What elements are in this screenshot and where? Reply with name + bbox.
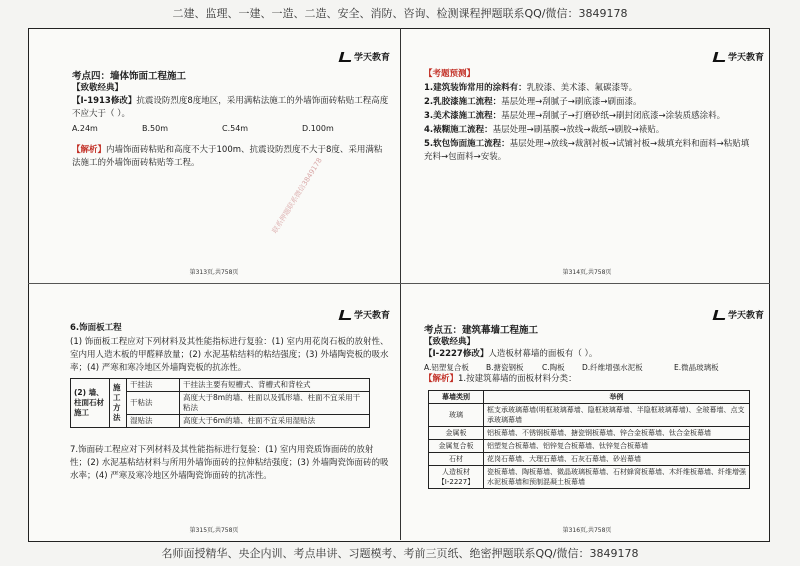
question-prefix: 【Ⅰ-1913修改】 xyxy=(72,96,137,106)
item-text: 乳胶漆、美术漆、氟碳漆等。 xyxy=(526,83,638,93)
item-label: 1.建筑装饰常用的涂料有： xyxy=(424,83,527,93)
table-cell: 石材 xyxy=(429,453,484,466)
table-cell: 铝塑复合板幕墙、铝锌复合板幕墙、钛锌复合板幕墙 xyxy=(484,440,750,453)
brand-mark-icon xyxy=(713,310,728,320)
item-label: 2.乳胶漆施工流程： xyxy=(424,97,502,107)
table-cell: 框支承玻璃幕墙(明框玻璃幕墙、隐框玻璃幕墙、半隐框玻璃幕墙)、全玻幕墙、点支承玻璃幕墙 xyxy=(484,404,750,427)
brand-logo xyxy=(714,308,764,321)
question-prefix: 【Ⅰ-2227修改】 xyxy=(424,349,489,359)
brand-name: 学天教育 xyxy=(727,311,764,321)
table-cell: 瓷板幕墙、陶板幕墙、微晶玻璃板幕墙、石材蜂窝板幕墙、木纤维板幕墙、纤维增强水泥板幕墙和预制混凝土板幕墙 xyxy=(484,466,750,489)
options-row xyxy=(72,122,392,135)
option-a: A.24m xyxy=(72,124,98,133)
page-number: 第313页,共758页 xyxy=(189,269,239,276)
item-label: 3.美术漆施工流程： xyxy=(424,111,502,121)
brand-logo xyxy=(340,50,390,63)
page-number: 第314页,共758页 xyxy=(562,269,612,276)
table-cell: 干粘法 xyxy=(127,392,180,415)
slide-314 xyxy=(406,32,768,280)
table-cell: 花岗石幕墙、大理石幕墙、石灰石幕墙、砂岩幕墙 xyxy=(484,453,750,466)
brand-mark-icon xyxy=(713,52,728,62)
analysis-body: 内墙饰面砖粘贴和高度不大于100m、抗震设防烈度不大于8度、采用满粘法施工的外墙饰面砖粘贴等工程。 xyxy=(72,145,383,168)
intro-paragraph: (1) 饰面板工程应对下列材料及其性能指标进行复验：(1) 室内用花岗石板的放射性、室内用人造木板的甲醛释放量；(2) 水泥基粘结料的粘结强度；(3) 外墙陶瓷板的吸水率；(4) 严寒和寒冷地区外墙陶瓷板的抗冻性。 xyxy=(70,337,389,373)
table-row xyxy=(429,404,750,427)
slide-heading: 6.饰面板工程 xyxy=(70,323,122,333)
slide-heading: 考点四：墙体饰面工程施工 xyxy=(72,71,187,82)
slide-heading: 考点五：建筑幕墙工程施工 xyxy=(424,325,539,336)
table-cell: 铝板幕墙、不锈钢板幕墙、搪瓷钢板幕墙、锌合金板幕墙、钛合金板幕墙 xyxy=(484,427,750,440)
section-tag: 【致敬经典】 xyxy=(424,337,476,347)
question-text xyxy=(72,95,390,121)
analysis-text xyxy=(72,144,390,170)
slide-313 xyxy=(34,32,394,280)
table-cell: 人造板材 【Ⅰ-2227】 xyxy=(429,466,484,489)
stone-method-table xyxy=(70,378,370,428)
table-cell: (2) 墙、柱面石材施工 xyxy=(71,379,110,428)
option-d: D.100m xyxy=(302,124,334,133)
section-tag: 【考题预测】 xyxy=(424,69,476,79)
item-text: 基层处理→刮腻子→刷底漆→刷面漆。 xyxy=(501,97,642,107)
option-a: A.铝塑复合板 xyxy=(424,363,469,372)
table-header: 幕墙类别 xyxy=(429,391,484,404)
analysis-text xyxy=(424,373,754,386)
list-item xyxy=(424,124,754,137)
tile-paragraph: 7.饰面砖工程应对下列材料及其性能指标进行复验：(1) 室内用瓷质饰面砖的放射性；(2) 水泥基粘结材料与所用外墙饰面砖的拉伸粘结强度；(3) 外墙陶瓷饰面砖的吸水率；(4) 严寒及寒冷地区外墙陶瓷饰面砖的抗冻性。 xyxy=(70,445,389,481)
list-item xyxy=(424,82,754,95)
table-cell: 高度大于6m的墙、柱面不宜采用湿贴法 xyxy=(180,415,370,428)
list-item xyxy=(424,96,754,109)
list-item xyxy=(424,138,754,164)
slide-315 xyxy=(34,290,394,538)
table-cell: 高度大于8m的墙、柱面以及弧形墙、柱面不宜采用干粘法 xyxy=(180,392,370,415)
brand-logo xyxy=(714,50,764,63)
brand-mark-icon xyxy=(339,310,354,320)
item-text: 基层处理→刷基膜→放线→裁纸→刷胶→裱贴。 xyxy=(492,125,665,135)
analysis-label: 【解析】 xyxy=(424,374,459,384)
section-tag: 【致敬经典】 xyxy=(72,83,124,93)
option-b: B.搪瓷钢板 xyxy=(486,363,524,372)
option-e: E.微晶玻璃板 xyxy=(674,363,719,372)
brand-name: 学天教育 xyxy=(353,311,390,321)
top-banner: 二建、监理、一建、一造、二造、安全、消防、咨询、检测课程押题联系QQ/微信：3849178 xyxy=(172,7,628,20)
question-body: 抗震设防烈度8度地区，采用满粘法施工的外墙饰面砖粘贴工程高度不应大于（ ）。 xyxy=(72,96,389,119)
prediction-list xyxy=(424,82,754,164)
list-item xyxy=(424,110,754,123)
table-row xyxy=(429,440,750,453)
table-header: 举例 xyxy=(484,391,750,404)
analysis-label: 【解析】 xyxy=(72,145,107,155)
table-row xyxy=(429,466,750,489)
table-row xyxy=(71,379,370,392)
table-cell: 干挂法主要有短槽式、背槽式和背栓式 xyxy=(180,379,370,392)
table-cell: 玻璃 xyxy=(429,404,484,427)
vertical-divider xyxy=(400,28,401,540)
table-cell: 金属板 xyxy=(429,427,484,440)
item-label: 5.软包饰面施工流程： xyxy=(424,139,510,149)
question-body: 人造板材幕墙的面板有（ ）。 xyxy=(488,349,598,359)
curtain-wall-table xyxy=(428,390,750,489)
item-label: 4.裱糊施工流程： xyxy=(424,125,493,135)
table-cell: 施工方法 xyxy=(110,379,127,428)
item-text: 基层处理→刮腻子→打磨砂纸→刷封闭底漆→涂装质感涂料。 xyxy=(501,111,726,121)
table-row xyxy=(429,427,750,440)
question-text xyxy=(424,348,754,361)
brand-name: 学天教育 xyxy=(727,53,764,63)
item-text: 基层处理→放线→裁割衬板→试铺衬板→裁填充料和面料→粘贴填充料→包面料→安装。 xyxy=(424,139,750,162)
slide-316 xyxy=(406,290,768,538)
horizontal-divider xyxy=(28,283,770,284)
brand-logo xyxy=(340,308,390,321)
table-cell: 金属复合板 xyxy=(429,440,484,453)
brand-name: 学天教育 xyxy=(353,53,390,63)
option-c: C.陶板 xyxy=(542,363,565,372)
page-number: 第316页,共758页 xyxy=(562,527,612,534)
table-cell: 湿贴法 xyxy=(127,415,180,428)
option-b: B.50m xyxy=(142,124,169,133)
table-cell: 干挂法 xyxy=(127,379,180,392)
brand-mark-icon xyxy=(339,52,354,62)
table-header-row xyxy=(429,391,750,404)
bottom-banner: 名师面授精华、央企内训、考点串讲、习题模考、考前三页纸、绝密押题联系QQ/微信：3849178 xyxy=(161,547,639,560)
page-number: 第315页,共758页 xyxy=(189,527,239,534)
watermark-text: 联系押题联系微信3849178 xyxy=(270,156,324,235)
option-c: C.54m xyxy=(222,124,249,133)
option-d: D.纤维增强水泥板 xyxy=(582,363,643,372)
analysis-body: 1.按建筑幕墙的面板材料分类： xyxy=(458,374,577,384)
table-row xyxy=(429,453,750,466)
